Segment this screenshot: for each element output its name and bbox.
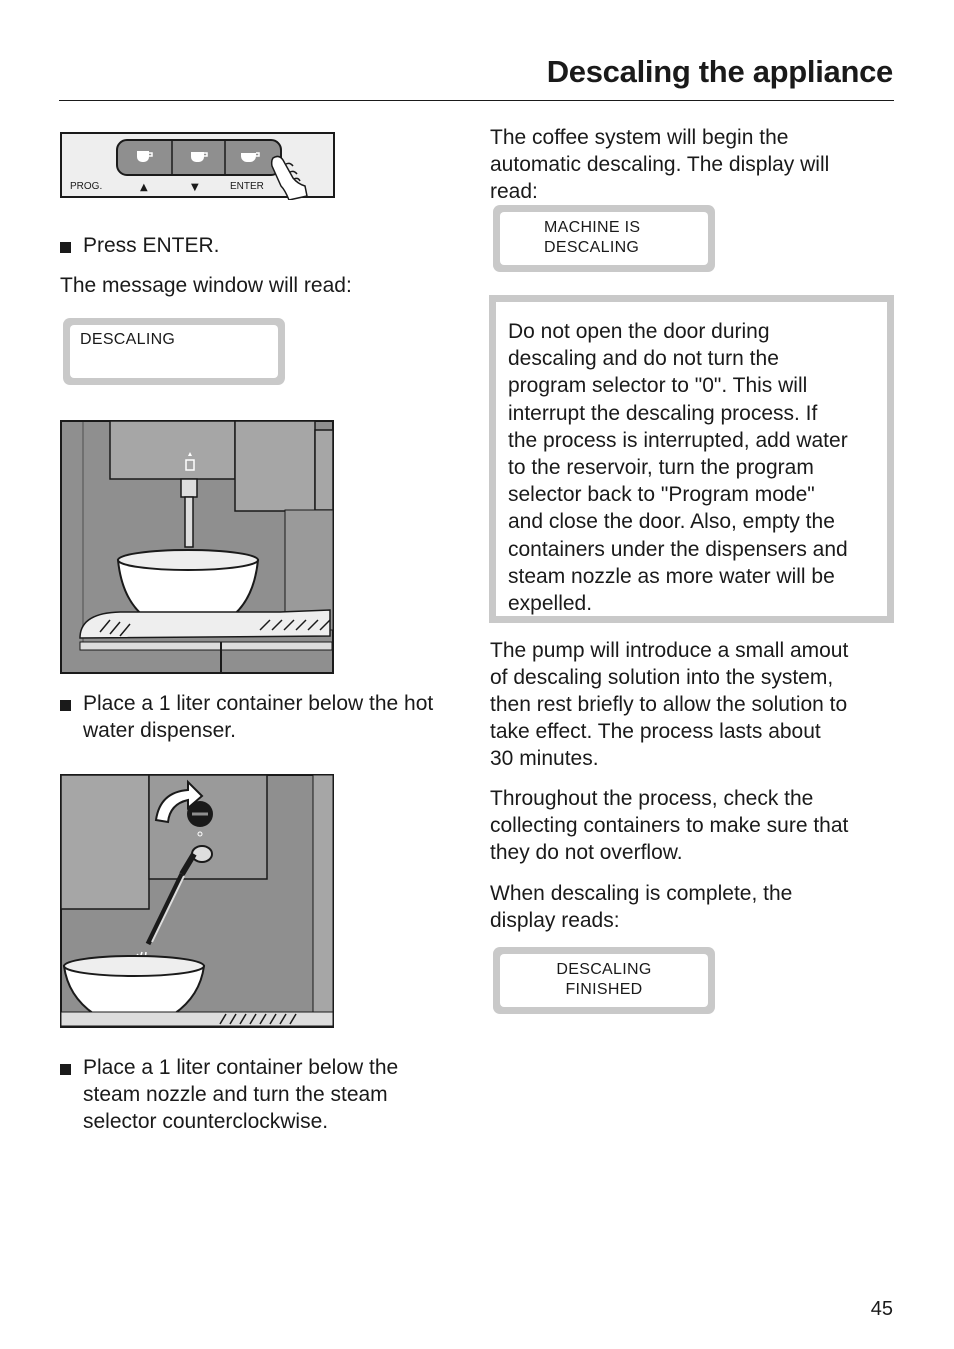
page-title: Descaling the appliance xyxy=(546,54,893,89)
text-line: display reads: xyxy=(490,909,620,932)
warning-line: program selector to "0". This will xyxy=(508,374,808,398)
display-text: DESCALING xyxy=(556,961,652,978)
step-text: Press ENTER. xyxy=(83,234,220,257)
step-container-hot-water xyxy=(60,690,470,744)
title-rule xyxy=(59,100,894,101)
display-text: MACHINE IS xyxy=(544,219,641,236)
warning-line: to the reservoir, turn the program xyxy=(508,456,814,480)
warning-line: and close the door. Also, empty the xyxy=(508,510,835,534)
text-line: of descaling solution into the system, xyxy=(490,666,834,689)
step-text-line: steam nozzle and turn the steam xyxy=(83,1083,388,1106)
warning-line: expelled. xyxy=(508,592,593,616)
control-panel-illustration xyxy=(60,132,336,200)
warning-line: containers under the dispensers and xyxy=(508,537,848,561)
display-descaling-finished xyxy=(493,947,715,1014)
step-press-enter xyxy=(60,232,460,259)
text-line: then rest briefly to allow the solution to xyxy=(490,693,848,716)
warning-box xyxy=(489,295,894,623)
text-line: read: xyxy=(490,180,538,203)
warning-line: descaling and do not turn the xyxy=(508,347,779,371)
step-text-line: selector counterclockwise. xyxy=(83,1110,329,1133)
warning-line: selector back to "Program mode" xyxy=(508,483,815,507)
step-text-line: Place a 1 liter container below the hot xyxy=(83,692,434,715)
step-container-steam xyxy=(60,1054,470,1135)
text-line: take effect. The process lasts about xyxy=(490,720,821,743)
text-line: The coffee system will begin the xyxy=(490,126,789,149)
text-line: Throughout the process, check the xyxy=(490,787,814,810)
intro-paragraph xyxy=(490,124,890,205)
display-text: FINISHED xyxy=(565,981,643,998)
text-line: collecting containers to make sure that xyxy=(490,814,849,837)
text-line: When descaling is complete, the xyxy=(490,882,793,905)
enter-label: ENTER xyxy=(230,181,264,192)
display-text: DESCALING xyxy=(80,331,176,348)
bullet-square xyxy=(60,700,71,711)
display-descaling xyxy=(63,318,285,385)
text-line: automatic descaling. The display will xyxy=(490,153,830,176)
page-number: 45 xyxy=(870,1298,893,1320)
step-text-line: water dispenser. xyxy=(83,719,236,742)
down-arrow-icon: ▼ xyxy=(191,182,199,193)
bullet-square xyxy=(60,242,71,253)
complete-paragraph xyxy=(490,880,894,934)
warning-line: the process is interrupted, add water xyxy=(508,428,848,452)
up-arrow-icon: ▲ xyxy=(140,182,148,193)
pump-paragraph xyxy=(490,637,894,772)
text-line: 30 minutes. xyxy=(490,747,599,770)
warning-line: steam nozzle as more water will be xyxy=(508,564,835,588)
step-text-line: Place a 1 liter container below the xyxy=(83,1056,399,1079)
prog-label: PROG. xyxy=(70,181,103,192)
display-machine-descaling xyxy=(493,205,715,272)
text-line: they do not overflow. xyxy=(490,841,683,864)
warning-line: interrupt the descaling process. If xyxy=(508,401,818,425)
warning-line: Do not open the door during xyxy=(508,320,770,343)
bullet-square xyxy=(60,1064,71,1075)
check-paragraph xyxy=(490,785,894,866)
steam-nozzle-illustration xyxy=(60,774,334,1028)
hot-water-dispenser-illustration xyxy=(60,420,334,674)
message-intro: The message window will read: xyxy=(60,274,352,297)
text-line: The pump will introduce a small amout xyxy=(490,639,849,662)
display-text: DESCALING xyxy=(544,239,640,256)
